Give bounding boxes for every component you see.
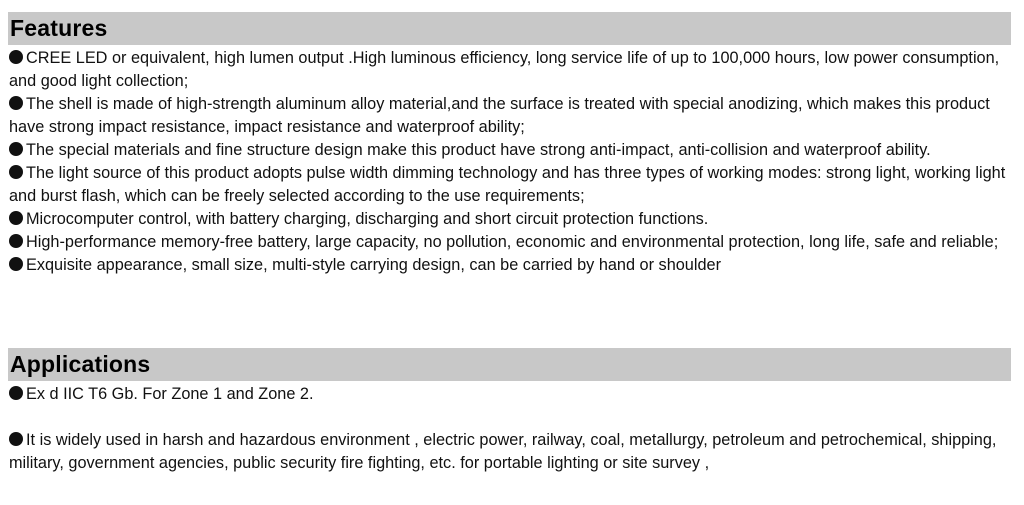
bullet-icon [9,211,23,225]
features-list [9,47,1014,277]
bullet-icon [9,234,23,248]
list-item [9,254,1014,277]
list-item [9,208,1014,231]
list-item [9,162,1014,208]
list-item-text: It is widely used in harsh and hazardous environment , electric power, railway, coal, metallurgy, petroleum and petrochemical, shipping, military, government agencies, public security fire fighting, etc. for portable lighting or site survey , [9,431,997,472]
bullet-icon [9,50,23,64]
list-item [9,93,1014,139]
bullet-icon [9,386,23,400]
bullet-icon [9,165,23,179]
list-item-text: High-performance memory-free battery, large capacity, no pollution, economic and environmental protection, long life, safe and reliable; [26,233,999,251]
bullet-icon [9,96,23,110]
applications-list [9,383,1014,475]
bullet-icon [9,432,23,446]
bullet-icon [9,142,23,156]
list-item-text: Microcomputer control, with battery charging, discharging and short circuit protection functions. [26,210,709,228]
bullet-icon [9,257,23,271]
list-item [9,139,1014,162]
list-item-text: The shell is made of high-strength aluminum alloy material,and the surface is treated with special anodizing, which makes this product have strong impact resistance, impact resistance and waterproof ability; [9,95,990,136]
applications-title: Applications [10,351,151,377]
list-item-text: The special materials and fine structure design make this product have strong anti-impact, anti-collision and waterproof ability. [26,141,931,159]
applications-section-header [8,348,1011,381]
list-item [9,383,1014,406]
list-item-text: Exquisite appearance, small size, multi-style carrying design, can be carried by hand or shoulder [26,256,722,274]
features-section-header [8,12,1011,45]
features-title: Features [10,15,108,41]
list-item [9,47,1014,93]
list-item [9,429,1014,475]
list-item-text: Ex d IIC T6 Gb. For Zone 1 and Zone 2. [26,385,314,403]
list-item [9,231,1014,254]
list-item-text: CREE LED or equivalent, high lumen output .High luminous efficiency, long service life of up to 100,000 hours, low power consumption, and good light collection; [9,49,1000,90]
list-item-text: The light source of this product adopts pulse width dimming technology and has three types of working modes: strong light, working light and burst flash, which can be freely selected according to the use requirements; [9,164,1006,205]
